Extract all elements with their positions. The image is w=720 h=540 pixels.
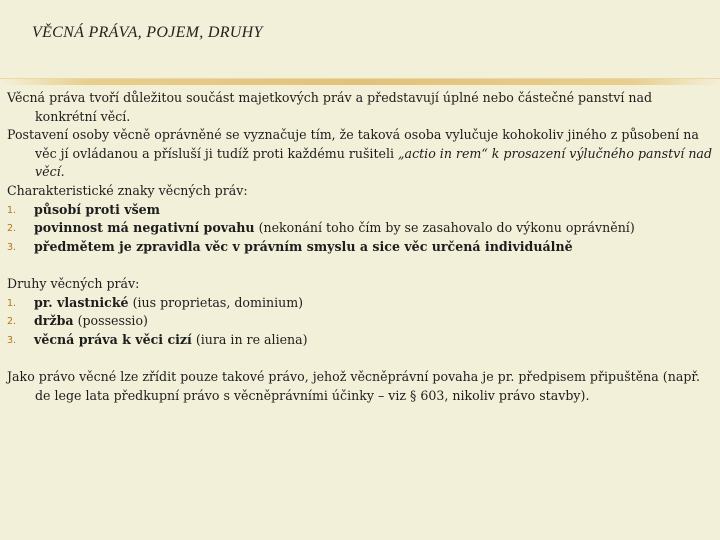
types-list xyxy=(7,294,713,350)
list-number: 3. xyxy=(7,334,17,346)
list-number: 1. xyxy=(7,297,17,309)
list-item-rest: (ius proprietas, dominium) xyxy=(128,294,304,310)
slide-content xyxy=(7,89,713,405)
list-item-bold: držba xyxy=(34,313,74,329)
list-number: 2. xyxy=(7,223,17,235)
list-item-bold: působí proti všem xyxy=(34,201,160,217)
list-item-rest: (possessio) xyxy=(73,313,148,329)
list-number: 2. xyxy=(7,316,17,328)
slide-title: VĚCNÁ PRÁVA, POJEM, DRUHY xyxy=(32,24,263,41)
list-item xyxy=(7,238,713,257)
intro-paragraph: Věcná práva tvoří důležitou součást majetkových práv a představují úplné nebo částečné panství nad konkrétní věcí. xyxy=(7,90,653,124)
list-item xyxy=(7,331,713,350)
actio-in-rem-text: „actio in rem“ k prosazení výlučného panství nad věcí xyxy=(35,145,713,180)
list-item xyxy=(7,201,713,220)
closing-paragraph: Jako právo věcné lze zřídit pouze takové právo, jehož věcněprávní povaha je pr. předpisem připuštěna (např. de lege lata předkupní právo s věcněprávními účinky – viz § 603, nikoliv právo stavby). xyxy=(7,368,701,403)
list-item-rest: (iura in re aliena) xyxy=(191,331,308,347)
list-number: 3. xyxy=(7,241,17,253)
status-text: Postavení osoby věcně oprávněné se vyznačuje tím, že taková osoba vylučuje kohokoliv jiného z působení na věc jí ovládanou a přísluší ji tudíž proti každému rušiteli xyxy=(7,127,699,161)
list-item-bold: předmětem je zpravidla věc v právním smyslu a sice věc určená individuálně xyxy=(34,238,573,254)
list-item xyxy=(7,312,713,331)
title-divider xyxy=(0,78,720,85)
characteristics-heading: Charakteristické znaky věcných práv: xyxy=(7,182,248,198)
status-paragraph xyxy=(7,126,713,182)
list-item-bold: věcná práva k věci cizí xyxy=(34,331,192,347)
list-item-rest: (nekonání toho čím by se zasahovalo do výkonu oprávnění) xyxy=(254,220,635,236)
list-item xyxy=(7,219,713,238)
characteristics-list xyxy=(7,201,713,257)
list-item-bold: povinnost má negativní povahu xyxy=(34,220,255,236)
list-item-bold: pr. vlastnické xyxy=(34,294,129,310)
types-heading: Druhy věcných práv: xyxy=(7,275,140,291)
spacer xyxy=(7,349,713,368)
list-item xyxy=(7,294,713,313)
status-end: . xyxy=(60,164,65,180)
list-number: 1. xyxy=(7,204,17,216)
spacer xyxy=(7,256,713,275)
